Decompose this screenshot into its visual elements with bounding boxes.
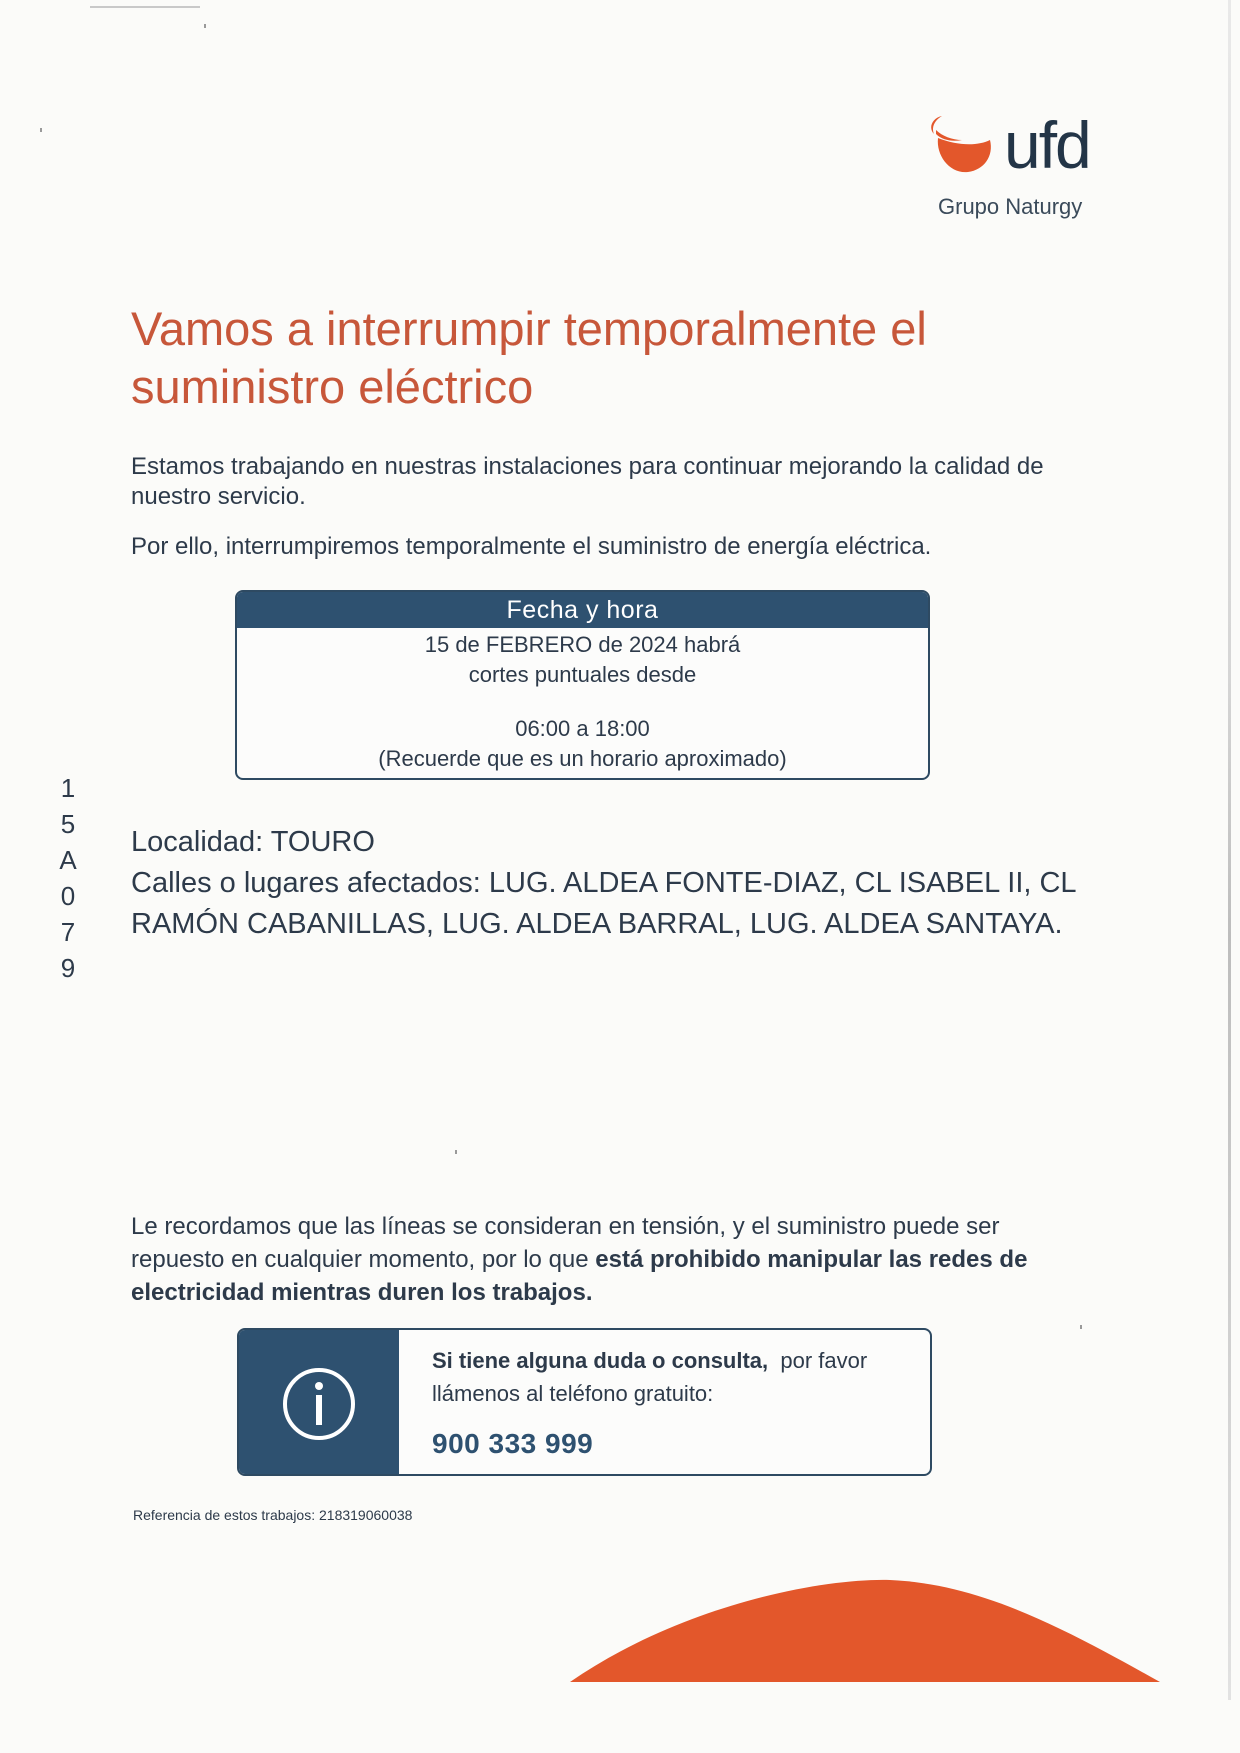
contact-bold-text: Si tiene alguna duda o consulta,	[432, 1348, 769, 1373]
warning-text: Le recordamos que las líneas se consideran en tensión, y el suministro puede ser repuesto en cualquier momento, por lo que	[131, 1213, 1000, 1273]
ufd-logo	[928, 110, 1108, 220]
scan-mark	[455, 1150, 457, 1154]
affected-streets: Calles o lugares afectados: LUG. ALDEA FONTE-DIAZ, CL ISABEL II, CL RAMÓN CABANILLAS, LUG. ALDEA BARRAL, LUG. ALDEA SANTAYA.	[131, 867, 1076, 940]
scan-mark	[1080, 1325, 1082, 1329]
side-code-char: 7	[60, 917, 76, 947]
intro-paragraph: Estamos trabajando en nuestras instalaciones para continuar mejorando la calidad de nuestro servicio.	[131, 453, 1044, 510]
schedule-box	[235, 590, 930, 780]
side-code-char: A	[59, 845, 77, 875]
locality: Localidad: TOURO	[131, 826, 375, 858]
scan-mark	[204, 24, 206, 28]
schedule-note: (Recuerde que es un horario aproximado)	[378, 746, 787, 771]
warning-bold-text: está prohibido manipular las redes de electricidad mientras duren los trabajos.	[131, 1246, 1028, 1306]
side-code-char: 1	[60, 773, 76, 803]
contact-icon-panel	[239, 1330, 399, 1476]
scan-mark	[40, 128, 42, 132]
side-code	[56, 770, 80, 986]
info-icon	[281, 1366, 357, 1442]
work-reference: Referencia de estos trabajos: 218319060038	[133, 1507, 413, 1523]
schedule-date-line-2: cortes puntuales desde	[468, 662, 697, 687]
scan-edge-top	[90, 6, 200, 8]
location-block	[131, 822, 1111, 945]
schedule-time-range: 06:00 a 18:00	[515, 716, 650, 741]
side-code-char: 5	[60, 809, 76, 839]
ufd-flame-icon	[928, 112, 996, 182]
schedule-header: Fecha y hora	[237, 592, 928, 628]
decorative-sun-shape	[560, 1576, 1160, 1684]
schedule-date: 15 de FEBRERO de 2024 habrá	[424, 632, 741, 657]
contact-info-text: por favor llámenos al teléfono gratuito:	[432, 1348, 868, 1406]
scan-edge-right	[1228, 0, 1231, 1700]
intro-paragraph-2: Por ello, interrumpiremos temporalmente el suministro de energía eléctrica.	[131, 533, 932, 560]
logo-subtitle: Grupo Naturgy	[938, 194, 1083, 219]
logo-wordmark: ufd	[1004, 108, 1090, 182]
contact-text	[432, 1344, 912, 1410]
contact-box	[237, 1328, 932, 1476]
contact-phone: 900 333 999	[432, 1428, 594, 1459]
safety-warning	[131, 1210, 1091, 1309]
page-title: Vamos a interrumpir temporalmente el suministro eléctrico	[131, 302, 927, 413]
side-code-char: 0	[60, 881, 76, 911]
side-code-char: 9	[60, 953, 76, 983]
